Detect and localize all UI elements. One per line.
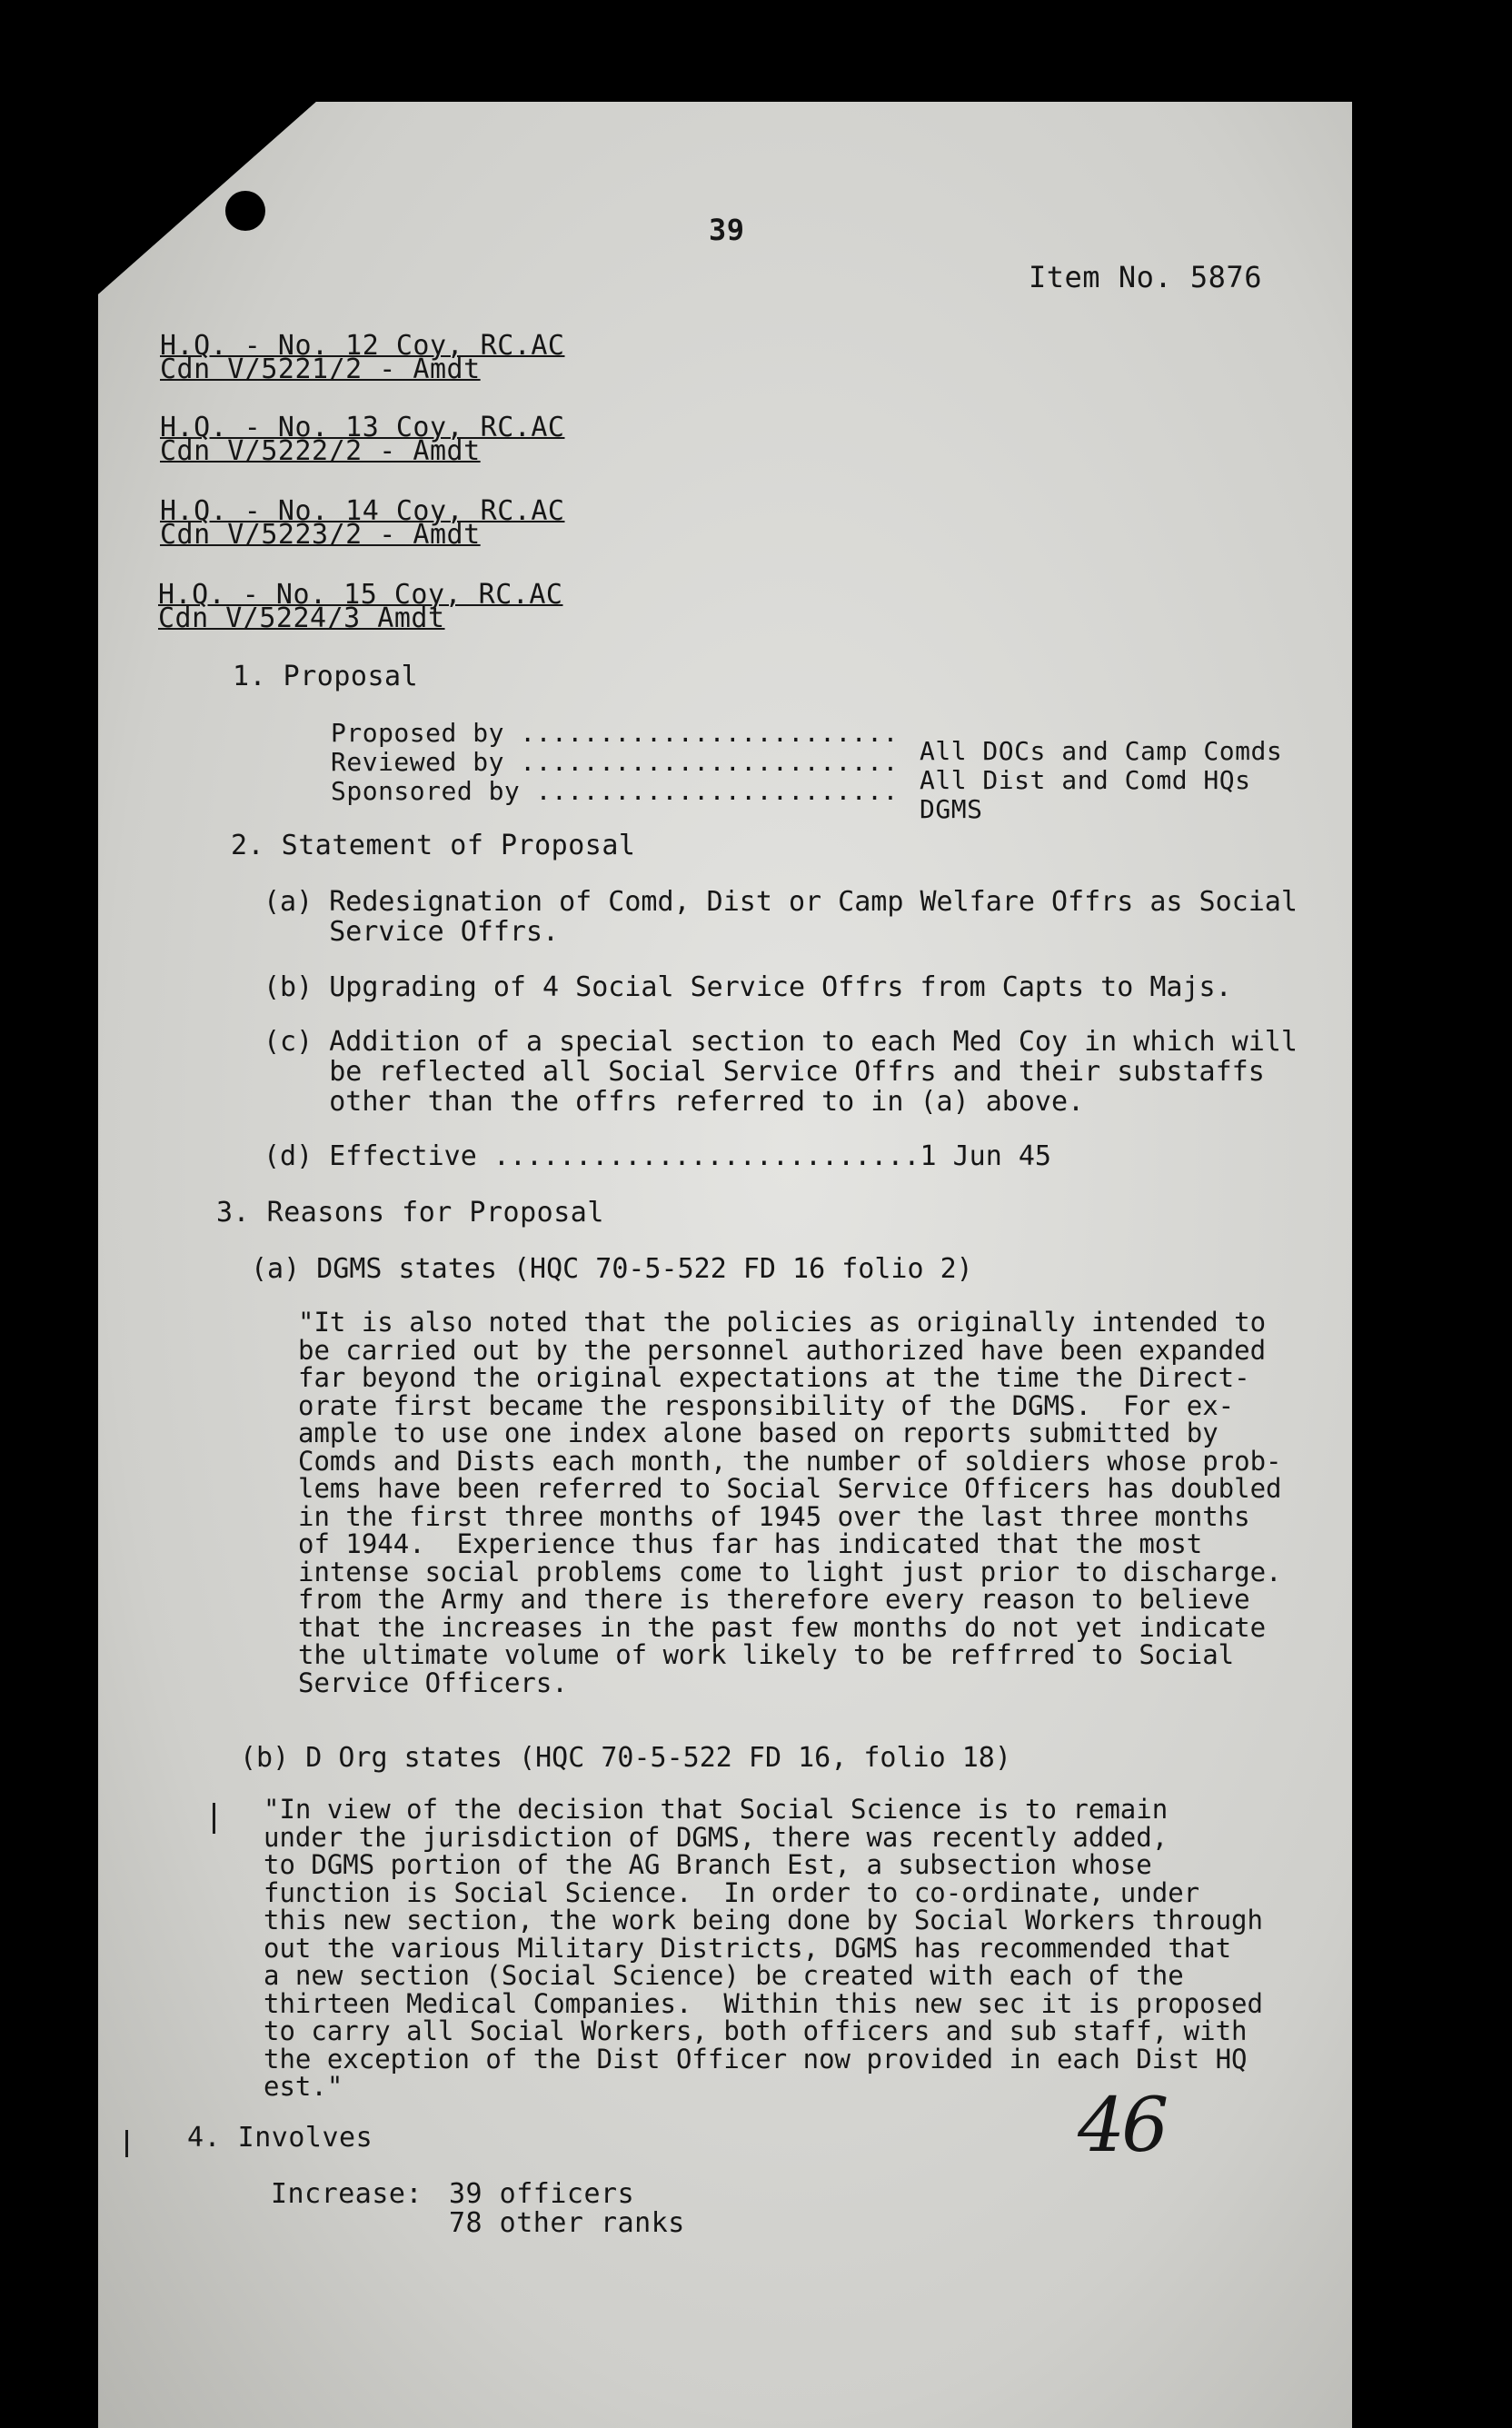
- quoted-text: "It is also noted that the policies as originally intended to be carried out by the personnel authorized have been expanded far beyond the original expectations at the time the Direct- orate first became the responsibility of the DGMS. For ex- ample to use one index alone based on reports submitted by Comds and Dists each month, the number of soldiers whose prob- lems have been referred to Social Service Officers has doubled in the first three months of 1945 over the last three months of 1944. Experience thus far has indicated that the most intense social problems come to light just prior to discharge. from the Army and there is therefore every reason to believe that the increases in the past few months do not yet indicate the ultimate volume of work likely to be reffrred to Social Service Officers.: [298, 1307, 1282, 1698]
- heading-line: Cdn V/5222/2 - Amdt: [160, 435, 481, 467]
- heading-line: Cdn V/5223/2 - Amdt: [160, 519, 481, 551]
- handwritten-number: 46: [1078, 2083, 1166, 2169]
- statement-item: (a) Redesignation of Comd, Dist or Camp Welfare Offrs as Social Service Offrs.: [264, 886, 1298, 948]
- heading-line: H.Q. - No. 12 Coy, RC.AC: [160, 330, 565, 362]
- proposal-label: Reviewed by ........................: [331, 747, 899, 777]
- reason-intro: (b) D Org states (HQC 70-5-522 FD 16, folio 18): [240, 1742, 1011, 1774]
- heading-line: Cdn V/5224/3 Amdt: [158, 602, 445, 634]
- section-heading: 1. Proposal: [233, 661, 419, 692]
- involves-value: 39 officers: [449, 2178, 635, 2210]
- reason-intro: (a) DGMS states (HQC 70-5-522 FD 16 folio 2): [251, 1253, 973, 1285]
- proposal-value: All Dist and Comd HQs: [920, 765, 1251, 795]
- margin-mark: [213, 1803, 215, 1834]
- punch-hole: [225, 191, 265, 231]
- proposal-label: Proposed by ........................: [331, 718, 899, 748]
- item-number: Item No. 5876: [1029, 260, 1262, 294]
- heading-line: H.Q. - No. 14 Coy, RC.AC: [160, 495, 565, 527]
- heading-line: H.Q. - No. 13 Coy, RC.AC: [160, 412, 565, 443]
- proposal-value: DGMS: [920, 794, 983, 824]
- proposal-value: All DOCs and Camp Comds: [920, 736, 1283, 766]
- statement-item: (c) Addition of a special section to each Med Coy in which will be reflected all Social Service Offrs and their substaffs other than the offrs referred to in (a) above.: [264, 1026, 1298, 1118]
- statement-item: (b) Upgrading of 4 Social Service Offrs from Capts to Majs.: [264, 971, 1232, 1003]
- involves-label: Increase:: [271, 2178, 423, 2210]
- section-heading: 4. Involves: [187, 2122, 373, 2154]
- proposal-label: Sponsored by .......................: [331, 776, 899, 806]
- page-number: 39: [709, 213, 745, 247]
- heading-line: Cdn V/5221/2 - Amdt: [160, 353, 481, 385]
- section-heading: 3. Reasons for Proposal: [216, 1197, 604, 1229]
- statement-item: (d) Effective ..........................1 Jun 45: [264, 1140, 1051, 1172]
- involves-value: 78 other ranks: [449, 2207, 685, 2239]
- section-heading: 2. Statement of Proposal: [231, 830, 636, 861]
- margin-mark: [125, 2130, 128, 2157]
- heading-line: H.Q. - No. 15 Coy, RC.AC: [158, 579, 563, 611]
- quoted-text: "In view of the decision that Social Science is to remain under the jurisdiction of DGMS, there was recently added, to DGMS portion of the AG Branch Est, a subsection whose function is Social Science. In order to co-ordinate, under this new section, the work being done by Social Workers through out the various Military Districts, DGMS has recommended that a new section (Social Science) be created with each of the thirteen Medical Companies. Within this new sec it is proposed to carry all Social Workers, both officers and sub staff, with the exception of the Dist Officer now provided in each Dist HQ est.": [264, 1794, 1263, 2102]
